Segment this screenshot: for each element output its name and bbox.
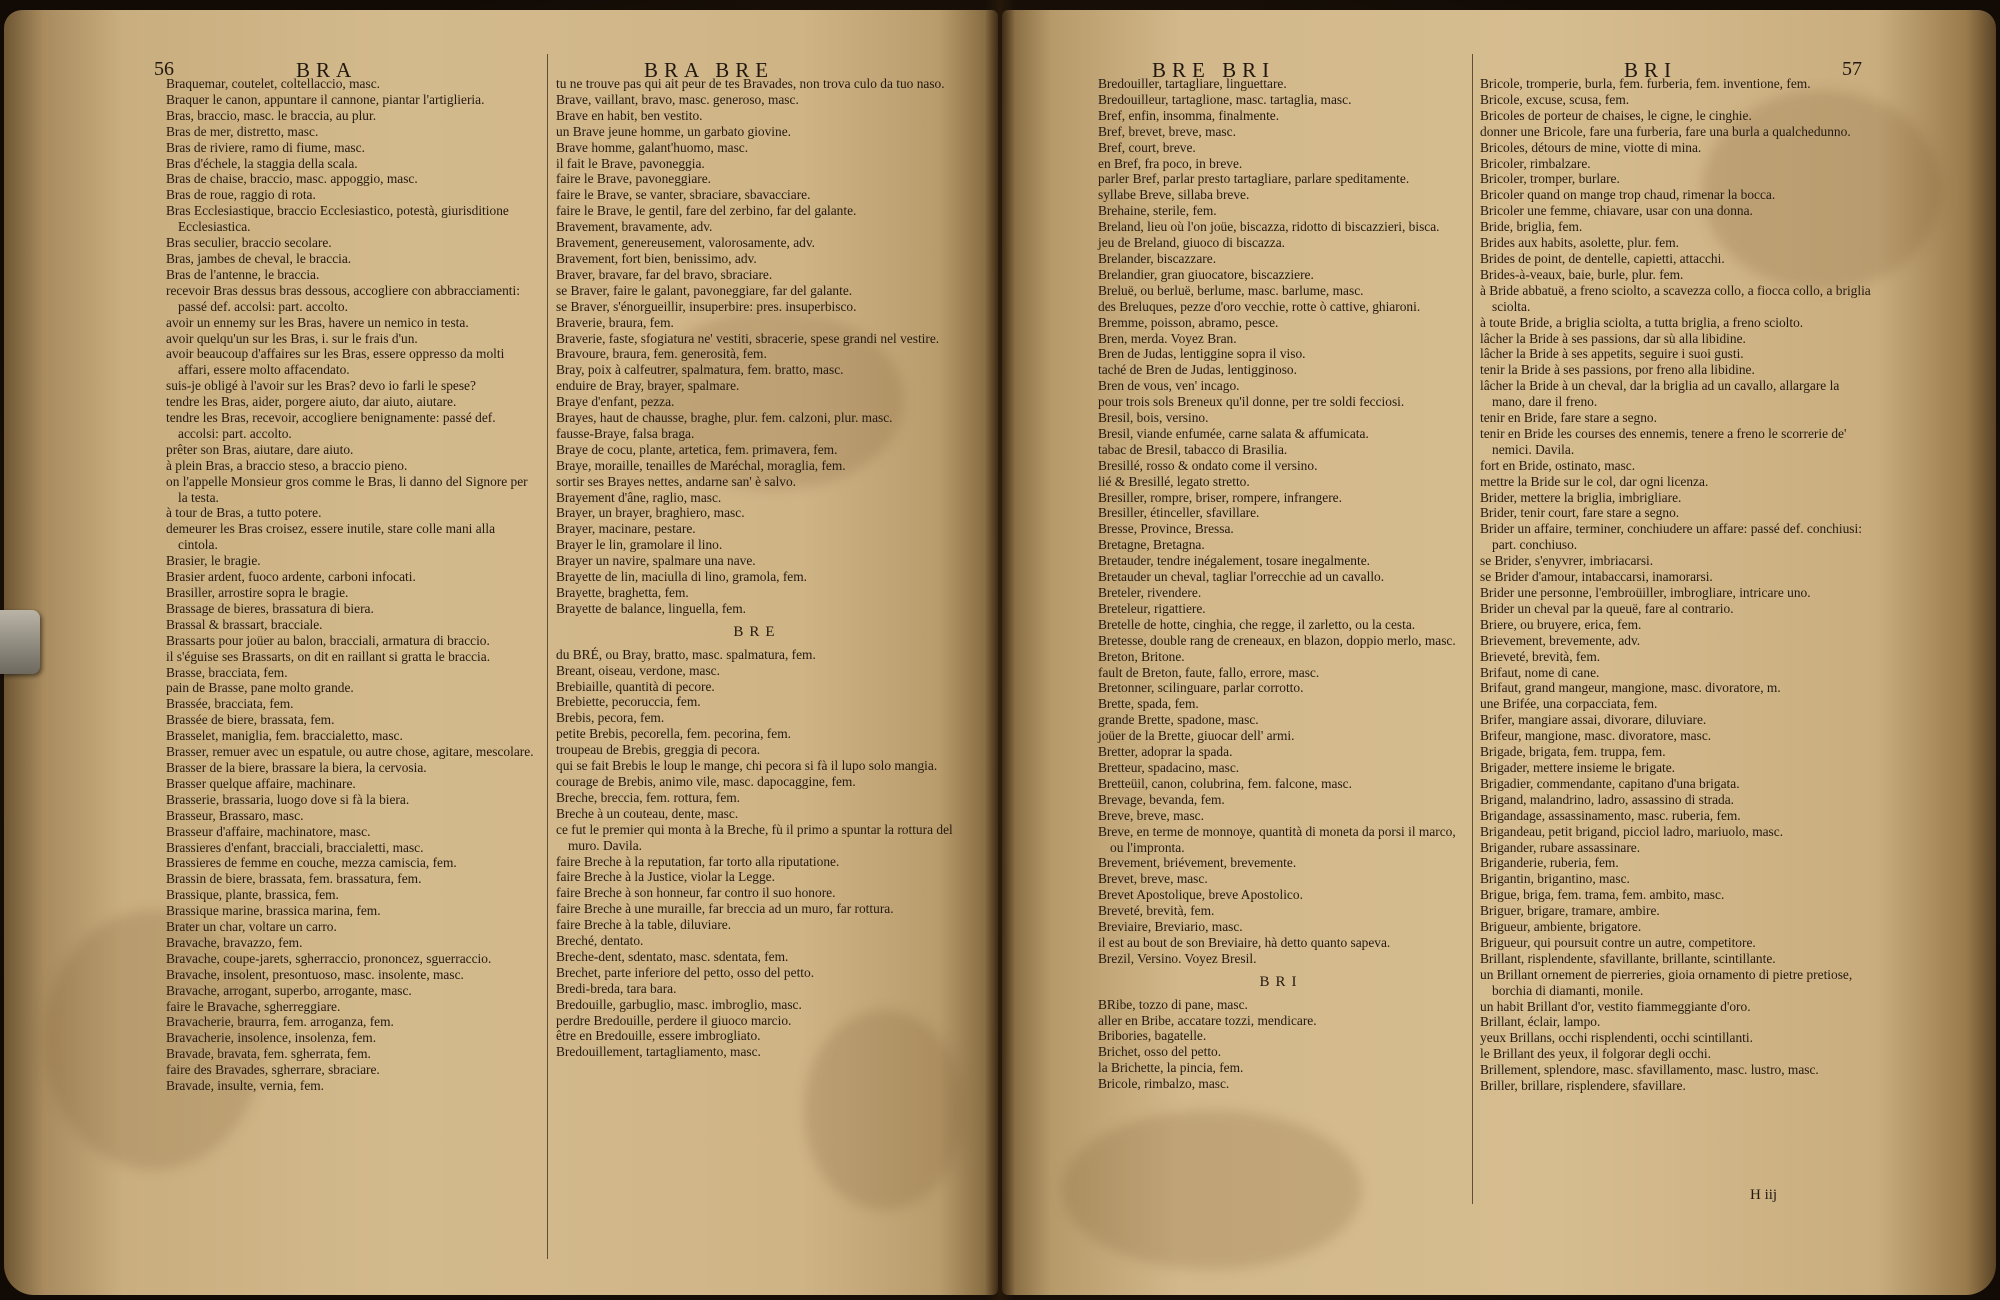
dictionary-entry: Brevement, briévement, brevemente. xyxy=(1098,855,1297,871)
dictionary-entry: Briller, brillare, risplendere, sfavillare. xyxy=(1480,1078,1686,1094)
dictionary-entry: Breche-dent, sdentato, masc. sdentata, fem. xyxy=(556,948,789,964)
dictionary-entry: Bref, brevet, breve, masc. xyxy=(1098,123,1236,139)
dictionary-entry: Brides aux habits, asolette, plur. fem. xyxy=(1480,235,1679,251)
dictionary-entry: Braquemar, coutelet, coltellaccio, masc. xyxy=(166,76,380,91)
dictionary-entry: faire Breche à une muraille, far breccia ad un muro, far rottura. xyxy=(556,901,894,917)
dictionary-entry: perdre Bredouille, perdere il giuoco marcio. xyxy=(556,1012,792,1028)
dictionary-entry: faire des Bravades, sgherrare, sbraciare. xyxy=(166,1062,380,1078)
dictionary-entry: Brevage, bevanda, fem. xyxy=(1098,791,1225,807)
dictionary-entry: Brave, vaillant, bravo, masc. generoso, masc. xyxy=(556,91,799,107)
dictionary-entry: Briganderie, ruberia, fem. xyxy=(1480,855,1619,871)
dictionary-entry: Bretteüil, canon, colubrina, fem. falcone, masc. xyxy=(1098,775,1352,791)
dictionary-entry: Bras de riviere, ramo di fiume, masc. xyxy=(166,139,365,155)
dictionary-entry: Brifer, mangiare assai, divorare, diluviare. xyxy=(1480,712,1707,728)
dictionary-entry: pain de Brasse, pane molto grande. xyxy=(166,680,354,696)
dictionary-entry: Bravement, bravamente, adv. xyxy=(556,219,713,235)
dictionary-entry: Brassée de biere, brassata, fem. xyxy=(166,712,335,728)
dictionary-entry: Bretelle de hotte, cinghia, che regge, il zarletto, ou la cesta. xyxy=(1098,616,1416,632)
right-column-1b-entries xyxy=(1098,997,1464,1092)
dictionary-entry: Brigueur, ambiente, brigatore. xyxy=(1480,919,1642,935)
dictionary-entry: Brebis, pecora, fem. xyxy=(556,710,665,726)
dictionary-entry: faire le Brave, le gentil, fare del zerbino, far del galante. xyxy=(556,203,857,219)
dictionary-entry: Breteler, rivendere. xyxy=(1098,585,1202,600)
dictionary-entry: grande Brette, spadone, masc. xyxy=(1098,712,1259,728)
dictionary-entry: en Bref, fra poco, in breve. xyxy=(1098,155,1243,171)
dictionary-entry: Bricoler, rimbalzare. xyxy=(1480,155,1591,171)
dictionary-entry: Brehaine, sterile, fem. xyxy=(1098,203,1217,219)
dictionary-entry: Bretauder, tendre inégalement, tosare inegalmente. xyxy=(1098,553,1370,569)
dictionary-entry: se Braver, s'énorgueillir, insuperbire: pres. insuperbisco. xyxy=(556,298,857,314)
dictionary-entry: du BRÉ, ou Bray, bratto, masc. spalmatura, fem. xyxy=(556,646,816,662)
dictionary-entry: Bride, briglia, fem. xyxy=(1480,219,1583,235)
dictionary-entry: Breveté, brevità, fem. xyxy=(1098,903,1215,919)
dictionary-entry: Brezil, Versino. Voyez Bresil. xyxy=(1098,950,1257,966)
right-column-2 xyxy=(1480,76,1875,1094)
dictionary-entry: Brassin de biere, brassata, fem. brassatura, fem. xyxy=(166,871,422,887)
dictionary-entry: à Bride abbatuë, a freno sciolto, a scavezza collo, a fiocca collo, a briglia sciolta. xyxy=(1480,282,1871,314)
dictionary-entry: faire le Brave, pavoneggiare. xyxy=(556,171,712,187)
dictionary-entry: Bref, enfin, insomma, finalmente. xyxy=(1098,107,1280,123)
dictionary-entry: faire Breche à la table, diluviare. xyxy=(556,917,732,933)
dictionary-entry: pour trois sols Breneux qu'il donne, per tre soldi fecciosi. xyxy=(1098,394,1405,410)
dictionary-entry: à plein Bras, a braccio steso, a braccio pieno. xyxy=(166,457,408,473)
dictionary-entry: se Braver, faire le galant, pavoneggiare, far del galante. xyxy=(556,282,853,298)
dictionary-entry: Brelandier, gran giuocatore, biscazziere. xyxy=(1098,266,1314,282)
dictionary-entry: Bras de chaise, braccio, masc. appoggio, masc. xyxy=(166,171,418,187)
left-page xyxy=(4,10,998,1295)
dictionary-entry: Brieveté, brevità, fem. xyxy=(1480,648,1601,664)
page-number-left: 56 xyxy=(154,58,174,80)
dictionary-entry: Brasser quelque affaire, machinare. xyxy=(166,775,356,791)
dictionary-entry: Bras Ecclesiastique, braccio Ecclesiastico, potestà, giurisditione Ecclesiastica. xyxy=(166,203,509,235)
dictionary-entry: sortir ses Brayes nettes, andarne san' è salvo. xyxy=(556,473,797,489)
dictionary-entry: Brasiller, arrostire sopra le bragie. xyxy=(166,585,349,600)
dictionary-entry: Bricoles de porteur de chaises, le cigne, le cinghie. xyxy=(1480,107,1752,123)
dictionary-entry: Bras, braccio, masc. le braccia, au plur. xyxy=(166,107,377,123)
dictionary-entry: Breve, breve, masc. xyxy=(1098,807,1204,823)
dictionary-entry: Bren de Judas, lentiggine sopra il viso. xyxy=(1098,346,1306,362)
dictionary-entry: Brayement d'âne, raglio, masc. xyxy=(556,489,722,505)
running-head-right-col1: BRE BRI xyxy=(1152,58,1276,82)
dictionary-entry: Brigueur, qui poursuit contre un autre, competitore. xyxy=(1480,934,1756,950)
dictionary-entry: Bras seculier, braccio secolare. xyxy=(166,235,332,251)
dictionary-entry: Bredouille, garbuglio, masc. imbroglio, masc. xyxy=(556,996,802,1012)
dictionary-entry: parler Bref, parlar presto tartagliare, parlare speditamente. xyxy=(1098,171,1410,187)
dictionary-entry: Bren, merda. Voyez Bran. xyxy=(1098,330,1237,346)
dictionary-entry: Brichet, osso del petto. xyxy=(1098,1044,1222,1060)
dictionary-entry: Brebiaille, quantità di pecore. xyxy=(556,678,715,694)
dictionary-entry: Brides-à-veaux, baie, burle, plur. fem. xyxy=(1480,266,1684,282)
dictionary-entry: Bravoure, braura, fem. generosità, fem. xyxy=(556,346,767,362)
dictionary-entry: Brigander, rubare assassinare. xyxy=(1480,839,1641,855)
dictionary-entry: Breland, lieu où l'on joüe, biscazza, ridotto di biscazzieri, bisca. xyxy=(1098,219,1440,235)
dictionary-entry: Breche, breccia, fem. rottura, fem. xyxy=(556,789,741,805)
dictionary-entry: Braverie, braura, fem. xyxy=(556,314,674,330)
dictionary-entry: Brayette de balance, linguella, fem. xyxy=(556,600,746,616)
dictionary-entry: un Brillant ornement de pierreries, gioia ornamento di pietre pretiose, borchia di diamanti, monile. xyxy=(1480,966,1853,998)
dictionary-entry: Bresiller, rompre, briser, rompere, infrangere. xyxy=(1098,489,1342,505)
dictionary-entry: faire le Brave, se vanter, sbraciare, sbavacciare. xyxy=(556,187,811,203)
dictionary-entry: faire Breche à son honneur, far contro il suo honore. xyxy=(556,885,836,901)
dictionary-entry: Brassage de bieres, brassatura di biera. xyxy=(166,600,374,616)
dictionary-entry: à toute Bride, a briglia sciolta, a tutta briglia, a freno sciolto. xyxy=(1480,314,1804,330)
dictionary-entry: Brigandeau, petit brigand, picciol ladro, mariuolo, masc. xyxy=(1480,823,1784,839)
dictionary-entry: avoir un ennemy sur les Bras, havere un nemico in testa. xyxy=(166,314,469,330)
dictionary-entry: Brasser de la biere, brassare la biera, la cervosia. xyxy=(166,759,427,775)
dictionary-entry: Braye d'enfant, pezza. xyxy=(556,394,675,410)
dictionary-entry: fort en Bride, ostinato, masc. xyxy=(1480,457,1636,473)
dictionary-entry: Bricoler quand on mange trop chaud, rimenar la bocca. xyxy=(1480,187,1776,203)
dictionary-entry: il s'éguise ses Brassarts, on dit en raillant si gratta le braccia. xyxy=(166,648,491,664)
dictionary-entry: Bredouilleur, tartaglione, masc. tartaglia, masc. xyxy=(1098,91,1352,107)
dictionary-entry: enduire de Bray, brayer, spalmare. xyxy=(556,378,740,394)
dictionary-entry: Breluë, ou berluë, berlume, masc. barlume, masc. xyxy=(1098,282,1364,298)
dictionary-entry: Brider un cheval par la queuë, fare al contrario. xyxy=(1480,600,1734,616)
dictionary-entry: Bras de l'antenne, le braccia. xyxy=(166,266,320,282)
dictionary-entry: Bras, jambes de cheval, le braccia. xyxy=(166,250,352,266)
dictionary-entry: aller en Bribe, accatare tozzi, mendicare. xyxy=(1098,1012,1317,1028)
dictionary-entry: Brasier ardent, fuoco ardente, carboni infocati. xyxy=(166,569,416,585)
left-column-1 xyxy=(166,76,538,1094)
dictionary-entry: Bricole, rimbalzo, masc. xyxy=(1098,1076,1230,1092)
dictionary-entry: Brigandage, assassinamento, masc. ruberia, fem. xyxy=(1480,807,1741,823)
dictionary-entry: Bretesse, double rang de creneaux, en blazon, doppio merlo, masc. xyxy=(1098,632,1456,648)
dictionary-entry: Brayer le lin, gramolare il lino. xyxy=(556,537,723,553)
dictionary-entry: Bresillé, rosso & ondato come il versino. xyxy=(1098,457,1318,473)
dictionary-entry: Bribories, bagatelle. xyxy=(1098,1028,1207,1044)
dictionary-entry: lâcher la Bride à ses appetits, seguire i suoi gusti. xyxy=(1480,346,1744,362)
dictionary-entry: Brevet Apostolique, breve Apostolico. xyxy=(1098,887,1303,903)
dictionary-entry: Bravache, bravazzo, fem. xyxy=(166,934,303,950)
left-column-2b-entries xyxy=(556,647,958,1061)
book-gutter xyxy=(985,0,1015,1300)
column-rule-left xyxy=(547,54,548,1259)
dictionary-entry: Brasse, bracciata, fem. xyxy=(166,664,288,680)
dictionary-entry: Brider un affaire, terminer, conchiudere un affare: passé def. conchiusi: part. conchiuso. xyxy=(1480,521,1862,553)
dictionary-entry: Bravement, fort bien, benissimo, adv. xyxy=(556,250,757,266)
dictionary-entry: lâcher la Bride à un cheval, dar la briglia ad un cavallo, allargare la mano, dare il freno. xyxy=(1480,378,1840,410)
dictionary-entry: Bremme, poisson, abramo, pesce. xyxy=(1098,314,1279,330)
dictionary-entry: Brasier, le bragie. xyxy=(166,553,261,569)
dictionary-entry: faire le Bravache, sgherreggiare. xyxy=(166,998,341,1014)
dictionary-entry: Bricoles, détours de mine, viotte di mina. xyxy=(1480,139,1702,155)
page-number-right: 57 xyxy=(1842,58,1862,80)
dictionary-entry: Breton, Britone. xyxy=(1098,648,1185,664)
dictionary-entry: Breché, dentato. xyxy=(556,933,644,949)
dictionary-entry: troupeau de Brebis, greggia di pecora. xyxy=(556,742,761,758)
dictionary-entry: Bras d'échele, la staggia della scala. xyxy=(166,155,358,171)
dictionary-entry: mettre la Bride sur le col, dar ogni licenza. xyxy=(1480,473,1709,489)
dictionary-entry: Bricoler, tromper, burlare. xyxy=(1480,171,1620,187)
running-head-left-col1: BRA xyxy=(296,58,358,82)
dictionary-entry: être en Bredouille, essere imbrogliato. xyxy=(556,1028,761,1044)
dictionary-entry: prêter son Bras, aiutare, dare aiuto. xyxy=(166,441,354,457)
dictionary-entry: Brayer un navire, spalmare una nave. xyxy=(556,553,756,569)
dictionary-entry: Bravache, coupe-jarets, sgherraccio, prononcez, sguerraccio. xyxy=(166,950,492,966)
dictionary-entry: Brassique, plante, brassica, fem. xyxy=(166,887,339,903)
dictionary-entry: lié & Bresillé, legato stretto. xyxy=(1098,473,1250,489)
dictionary-entry: Breche à un couteau, dente, masc. xyxy=(556,805,739,821)
dictionary-entry: se Brider d'amour, intabaccarsi, inamorarsi. xyxy=(1480,569,1713,585)
dictionary-entry: Bresiller, étinceller, sfavillare. xyxy=(1098,505,1260,521)
dictionary-entry: syllabe Breve, sillaba breve. xyxy=(1098,187,1250,203)
dictionary-entry: Brette, spada, fem. xyxy=(1098,696,1199,712)
dictionary-entry: Brater un char, voltare un carro. xyxy=(166,919,337,935)
dictionary-entry: Bresse, Province, Bressa. xyxy=(1098,521,1234,537)
dictionary-entry: Brider une personne, l'embroüiller, imbrogliare, intricare uno. xyxy=(1480,585,1811,600)
dictionary-entry: Brigader, mettere insieme le brigate. xyxy=(1480,759,1676,775)
dictionary-entry: Bretteur, spadacino, masc. xyxy=(1098,759,1240,775)
dictionary-entry: Brasseur d'affaire, machinatore, masc. xyxy=(166,823,371,839)
dictionary-entry: un Brave jeune homme, un garbato giovine. xyxy=(556,123,792,139)
dictionary-entry: Brifaut, grand mangeur, mangione, masc. divoratore, m. xyxy=(1480,680,1781,696)
dictionary-entry: yeux Brillans, occhi risplendenti, occhi scintillanti. xyxy=(1480,1030,1753,1046)
dictionary-entry: Brasserie, brassaria, luogo dove si fà la biera. xyxy=(166,791,410,807)
dictionary-entry: Brelander, biscazzare. xyxy=(1098,250,1217,266)
dictionary-entry: Braverie, faste, sfogiatura ne' vestiti, sbracerie, spese grandi nel vestire. xyxy=(556,330,940,346)
column-rule-right xyxy=(1472,54,1473,1204)
dictionary-entry: Bravement, genereusement, valorosamente, adv. xyxy=(556,235,816,251)
dictionary-entry: Bravacherie, braurra, fem. arroganza, fem. xyxy=(166,1014,394,1030)
dictionary-entry: Brigand, malandrino, ladro, assassino di strada. xyxy=(1480,791,1734,807)
dictionary-entry: avoir quelqu'un sur les Bras, i. sur le frais d'un. xyxy=(166,330,418,346)
dictionary-entry: Bref, court, breve. xyxy=(1098,139,1196,155)
dictionary-entry: Brifaut, nome di cane. xyxy=(1480,664,1600,680)
dictionary-entry: Brayette de lin, maciulla di lino, gramola, fem. xyxy=(556,569,807,585)
dictionary-entry: Bravade, bravata, fem. sgherrata, fem. xyxy=(166,1046,371,1062)
dictionary-entry: qui se fait Brebis le loup le mange, chi pecora si fà il lupo solo mangia. xyxy=(556,758,938,774)
dictionary-entry: suis-je obligé à l'avoir sur les Bras? devo io farli le spese? xyxy=(166,378,476,394)
dictionary-entry: Brillant, éclair, lampo. xyxy=(1480,1014,1601,1030)
dictionary-entry: Braquer le canon, appuntare il cannone, piantar l'artiglieria. xyxy=(166,91,485,107)
dictionary-entry: à tour de Bras, a tutto potere. xyxy=(166,505,322,521)
dictionary-entry: Brebiette, pecoruccia, fem. xyxy=(556,694,701,710)
book-clasp xyxy=(0,610,40,674)
dictionary-entry: faire Breche à la Justice, violar la Legge. xyxy=(556,869,775,885)
running-head-left-col2: BRA BRE xyxy=(644,58,775,82)
dictionary-entry: fault de Breton, faute, fallo, errore, masc. xyxy=(1098,664,1320,680)
dictionary-entry: Bresil, viande enfumée, carne salata & affumicata. xyxy=(1098,425,1369,441)
dictionary-entry: jeu de Breland, giuoco di biscazza. xyxy=(1098,235,1286,251)
dictionary-entry: Brechet, parte inferiore del petto, osso del petto. xyxy=(556,964,815,980)
dictionary-entry: Brillement, splendore, masc. sfavillamento, masc. lustro, masc. xyxy=(1480,1062,1819,1078)
dictionary-entry: Bredouillement, tartagliamento, masc. xyxy=(556,1044,761,1060)
dictionary-entry: Bravache, arrogant, superbo, arrogante, masc. xyxy=(166,982,412,998)
dictionary-entry: Bras de mer, distretto, masc. xyxy=(166,123,319,139)
dictionary-entry: Brides de point, de dentelle, capietti, attacchi. xyxy=(1480,250,1725,266)
dictionary-entry: joüer de la Brette, giuocar dell' armi. xyxy=(1098,728,1295,744)
dictionary-entry: Briguer, brigare, tramare, ambire. xyxy=(1480,903,1660,919)
dictionary-entry: petite Brebis, pecorella, fem. pecorina, fem. xyxy=(556,726,791,742)
dictionary-entry: Bravade, insulte, vernia, fem. xyxy=(166,1078,325,1094)
running-head-right-col2: BRI xyxy=(1624,58,1678,82)
dictionary-entry: Bretauder un cheval, tagliar l'orrecchie ad un cavallo. xyxy=(1098,569,1385,585)
dictionary-entry: on l'appelle Monsieur gros comme le Bras, li danno del Signore per la testa. xyxy=(166,473,528,505)
dictionary-entry: Bredi-breda, tara bara. xyxy=(556,980,677,996)
dictionary-entry: tendre les Bras, aider, porgere aiuto, dar aiuto, aiutare. xyxy=(166,394,457,410)
dictionary-entry: se Brider, s'enyvrer, imbriacarsi. xyxy=(1480,553,1654,569)
dictionary-entry: il est au bout de son Breviaire, hà detto quanto sapeva. xyxy=(1098,934,1391,950)
dictionary-entry: Brayes, haut de chausse, braghe, plur. fem. calzoni, plur. masc. xyxy=(556,410,893,426)
dictionary-entry: Bretonner, scilinguare, parlar corrotto. xyxy=(1098,680,1304,696)
dictionary-entry: Bray, poix à calfeutrer, spalmatura, fem. bratto, masc. xyxy=(556,362,844,378)
dictionary-entry: Bravacherie, insolence, insolenza, fem. xyxy=(166,1030,377,1046)
dictionary-entry: Bricole, tromperie, burla, fem. furberia, fem. inventione, fem. xyxy=(1480,76,1811,91)
dictionary-entry: fausse-Braye, falsa braga. xyxy=(556,425,695,441)
dictionary-entry: Brayette, braghetta, fem. xyxy=(556,585,689,600)
dictionary-entry: courage de Brebis, animo vile, masc. dapocaggine, fem. xyxy=(556,773,856,789)
dictionary-entry: Braye de cocu, plante, artetica, fem. primavera, fem. xyxy=(556,441,838,457)
dictionary-entry: Breteleur, rigattiere. xyxy=(1098,600,1206,616)
dictionary-entry: Brassieres d'enfant, bracciali, braccialetti, masc. xyxy=(166,839,424,855)
dictionary-entry: tenir la Bride à ses passions, por freno alla libidine. xyxy=(1480,362,1755,378)
dictionary-entry: Brasseur, Brassaro, masc. xyxy=(166,807,304,823)
dictionary-entry: demeurer les Bras croisez, essere inutile, stare colle mani alla cintola. xyxy=(166,521,496,553)
right-column-1-entries xyxy=(1098,76,1464,967)
dictionary-entry: lâcher la Bride à ses passions, dar sù alla libidine. xyxy=(1480,330,1746,346)
dictionary-entry: Brassarts pour joüer au balon, bracciali, armatura di braccio. xyxy=(166,632,490,648)
dictionary-entry: Brassée, bracciata, fem. xyxy=(166,696,294,712)
dictionary-entry: tabac de Bresil, tabacco di Brasilia. xyxy=(1098,441,1288,457)
dictionary-entry: Bretagne, Bretagna. xyxy=(1098,537,1205,553)
dictionary-entry: la Brichette, la pincia, fem. xyxy=(1098,1060,1244,1076)
dictionary-entry: Brasser, remuer avec un espatule, ou autre chose, agitare, mescolare. xyxy=(166,744,534,760)
right-column-1 xyxy=(1098,76,1464,1092)
dictionary-entry: Breant, oiseau, verdone, masc. xyxy=(556,662,720,678)
dictionary-entry: Bras de roue, raggio di rota. xyxy=(166,187,316,203)
dictionary-entry: Bricoler une femme, chiavare, usar con una donna. xyxy=(1480,203,1753,219)
dictionary-entry: Bretter, adoprar la spada. xyxy=(1098,744,1233,760)
dictionary-entry: Breviaire, Breviario, masc. xyxy=(1098,919,1243,935)
dictionary-entry: Brillant, risplendente, sfavillante, brillante, scintillante. xyxy=(1480,950,1776,966)
dictionary-entry: un habit Brillant d'or, vestito fiammeggiante d'oro. xyxy=(1480,998,1751,1014)
dictionary-entry: recevoir Bras dessus bras dessous, accogliere con abbracciamenti: passé def. accolsi: part. accolto. xyxy=(166,282,520,314)
dictionary-entry: Braye, moraille, tenailles de Maréchal, moraglia, fem. xyxy=(556,457,846,473)
dictionary-entry: Brievement, brevemente, adv. xyxy=(1480,632,1641,648)
dictionary-entry: Bravache, insolent, presontuoso, masc. insolente, masc. xyxy=(166,966,464,982)
dictionary-entry: BRibe, tozzo di pane, masc. xyxy=(1098,996,1248,1012)
dictionary-entry: Braver, bravare, far del bravo, sbraciare. xyxy=(556,266,773,282)
section-heading-bre: BRE xyxy=(733,623,781,640)
dictionary-entry: ce fut le premier qui monta à la Breche, fù il primo a spuntar la rottura del muro. Davila. xyxy=(556,821,953,853)
dictionary-entry: Brassique marine, brassica marina, fem. xyxy=(166,903,381,919)
dictionary-entry: Brigadier, commendante, capitano d'una brigata. xyxy=(1480,775,1740,791)
left-column-2-entries xyxy=(556,76,958,617)
dictionary-entry: Bricole, excuse, scusa, fem. xyxy=(1480,91,1630,107)
dictionary-entry: tenir en Bride, fare stare a segno. xyxy=(1480,410,1657,426)
dictionary-entry: Brave en habit, ben vestito. xyxy=(556,107,703,123)
dictionary-entry: Brider, mettere la briglia, imbrigliare. xyxy=(1480,489,1682,505)
signature-mark: H iij xyxy=(1750,1187,1778,1203)
dictionary-entry: taché de Bren de Judas, lentigginoso. xyxy=(1098,362,1297,378)
dictionary-entry: Brassieres de femme en couche, mezza camiscia, fem. xyxy=(166,855,457,871)
dictionary-entry: Bren de vous, ven' incago. xyxy=(1098,378,1240,394)
dictionary-entry: Brave homme, galant'huomo, masc. xyxy=(556,139,749,155)
dictionary-entry: il fait le Brave, pavoneggia. xyxy=(556,155,705,171)
dictionary-entry: Brevet, breve, masc. xyxy=(1098,871,1208,887)
dictionary-entry: Briere, ou bruyere, erica, fem. xyxy=(1480,616,1642,632)
dictionary-entry: donner une Bricole, fare una furberia, fare una burla a qualchedunno. xyxy=(1480,123,1851,139)
dictionary-entry: Brider, tenir court, fare stare a segno. xyxy=(1480,505,1680,521)
dictionary-entry: Brayer, un brayer, braghiero, masc. xyxy=(556,505,745,521)
dictionary-entry: une Brifée, una corpacciata, fem. xyxy=(1480,696,1658,712)
dictionary-entry: Brifeur, mangione, masc. divoratore, masc. xyxy=(1480,728,1712,744)
right-page xyxy=(1002,10,1996,1295)
dictionary-entry: Brayer, macinare, pestare. xyxy=(556,521,696,537)
dictionary-entry: le Brillant des yeux, il folgorar degli occhi. xyxy=(1480,1046,1711,1062)
dictionary-entry: tendre les Bras, recevoir, accogliere benignamente: passé def. accolsi: part. accolto. xyxy=(166,410,496,441)
dictionary-entry: Brigade, brigata, fem. truppa, fem. xyxy=(1480,744,1666,760)
dictionary-entry: Brigue, briga, fem. trama, fem. ambito, masc. xyxy=(1480,887,1725,903)
dictionary-entry: Brigantin, brigantino, masc. xyxy=(1480,871,1630,887)
left-column-2 xyxy=(556,76,958,1060)
dictionary-entry: Brassal & brassart, bracciale. xyxy=(166,616,323,632)
dictionary-entry: Breve, en terme de monnoye, quantità di moneta da porsi il marco, ou l'impronta. xyxy=(1098,823,1456,855)
dictionary-entry: Brasselet, maniglia, fem. braccialetto, masc. xyxy=(166,728,403,744)
dictionary-entry: des Breluques, pezze d'oro vecchie, rotte ò cattive, ghiaroni. xyxy=(1098,298,1421,314)
dictionary-entry: avoir beaucoup d'affaires sur les Bras, essere oppresso da molti affari, essere molto affacendato. xyxy=(166,346,505,378)
section-heading-bri: BRI xyxy=(1259,973,1303,990)
dictionary-entry: Bresil, bois, versino. xyxy=(1098,410,1209,426)
dictionary-entry: tenir en Bride les courses des ennemis, tenere a freno le scorrerie de' nemici. Davila. xyxy=(1480,425,1847,457)
dictionary-entry: Bredouiller, tartagliare, linguettare. xyxy=(1098,76,1287,91)
dictionary-entry: faire Breche à la reputation, far torto alla riputatione. xyxy=(556,853,840,869)
dictionary-entry: tu ne trouve pas qui ait peur de tes Bravades, non trova culo da tuo naso. xyxy=(556,76,945,91)
